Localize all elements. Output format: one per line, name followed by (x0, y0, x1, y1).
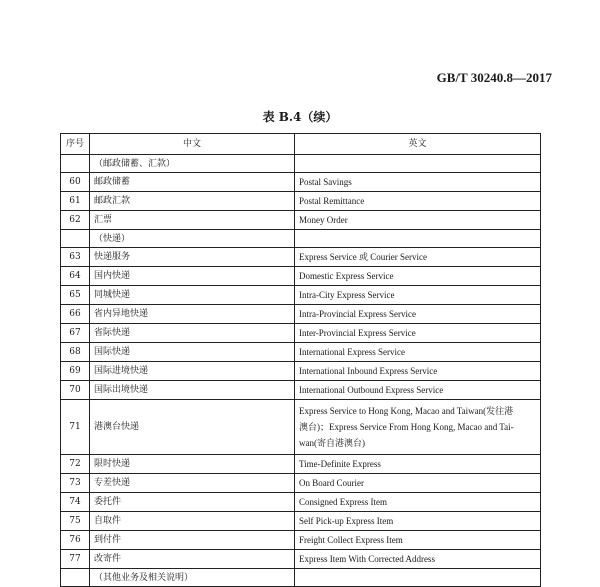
row-zh: 国际出境快递 (90, 381, 295, 400)
row-no: 64 (61, 267, 90, 286)
row-no: 65 (61, 286, 90, 305)
column-header-en: 英文 (295, 134, 541, 155)
row-zh: 国际快递 (90, 343, 295, 362)
column-header-zh: 中文 (90, 134, 295, 155)
row-no (61, 569, 90, 587)
table-row (61, 550, 541, 569)
row-zh: 同城快递 (90, 286, 295, 305)
row-zh: 委托件 (90, 493, 295, 512)
row-no: 61 (61, 192, 90, 211)
row-en: Express Service 或 Courier Service (295, 248, 541, 267)
row-en: International Express Service (295, 343, 541, 362)
row-no: 77 (61, 550, 90, 569)
row-en-line: Express Service to Hong Kong, Macao and Taiwan(发往港 (299, 406, 514, 416)
section-row (61, 569, 541, 587)
row-no: 62 (61, 211, 90, 230)
row-en: Time-Definite Express (295, 455, 541, 474)
table-row (61, 531, 541, 550)
row-no: 73 (61, 474, 90, 493)
row-zh: 改寄件 (90, 550, 295, 569)
row-no (61, 155, 90, 173)
standard-code: GB/T 30240.8—2017 (436, 70, 552, 85)
section-label: （快递） (90, 230, 295, 248)
row-zh: 省际快递 (90, 324, 295, 343)
row-zh: 邮政汇款 (90, 192, 295, 211)
section-row (61, 155, 541, 173)
column-header-no: 序号 (61, 134, 90, 155)
row-en: Intra-Provincial Express Service (295, 305, 541, 324)
row-no: 66 (61, 305, 90, 324)
row-zh: 港澳台快递 (90, 400, 295, 455)
row-en (295, 230, 541, 248)
table-row (61, 381, 541, 400)
section-label: （邮政储蓄、汇款） (90, 155, 295, 173)
row-en (295, 569, 541, 587)
table-caption: 表 B.4（续） (262, 110, 338, 124)
table-row (61, 362, 541, 381)
row-en: Freight Collect Express Item (295, 531, 541, 550)
table-header-row (61, 134, 541, 155)
table-row (61, 512, 541, 531)
row-en: Domestic Express Service (295, 267, 541, 286)
table-row (61, 324, 541, 343)
row-no: 72 (61, 455, 90, 474)
row-no (61, 230, 90, 248)
row-zh: 专差快递 (90, 474, 295, 493)
table-row (61, 267, 541, 286)
table-row (61, 173, 541, 192)
table-row (61, 286, 541, 305)
row-en-line: 澳台)；Express Service From Hong Kong, Macao and Tai- (299, 422, 514, 432)
table-row (61, 493, 541, 512)
row-no: 76 (61, 531, 90, 550)
row-en: Postal Savings (295, 173, 541, 192)
row-no: 60 (61, 173, 90, 192)
row-zh: 快递服务 (90, 248, 295, 267)
row-zh: 国内快递 (90, 267, 295, 286)
row-en: Postal Remittance (295, 192, 541, 211)
table-row (61, 192, 541, 211)
row-zh: 省内异地快递 (90, 305, 295, 324)
row-en: Self Pick-up Express Item (295, 512, 541, 531)
row-zh: 邮政储蓄 (90, 173, 295, 192)
row-en: International Outbound Express Service (295, 381, 541, 400)
table-row (61, 248, 541, 267)
row-zh: 汇票 (90, 211, 295, 230)
row-en-line: wan(寄自港澳台) (299, 438, 365, 448)
table-row (61, 474, 541, 493)
row-no: 69 (61, 362, 90, 381)
table-row (61, 305, 541, 324)
section-row (61, 230, 541, 248)
row-en: Express Item With Corrected Address (295, 550, 541, 569)
row-en: On Board Courier (295, 474, 541, 493)
row-no: 75 (61, 512, 90, 531)
row-zh: 自取件 (90, 512, 295, 531)
terminology-table (60, 133, 541, 587)
row-zh: 国际进境快递 (90, 362, 295, 381)
table-row (61, 455, 541, 474)
table-row (61, 211, 541, 230)
row-en: Consigned Express Item (295, 493, 541, 512)
row-no: 74 (61, 493, 90, 512)
row-en: International Inbound Express Service (295, 362, 541, 381)
row-no: 70 (61, 381, 90, 400)
row-en (295, 400, 541, 455)
row-no: 63 (61, 248, 90, 267)
row-en: Intra-City Express Service (295, 286, 541, 305)
row-en: Money Order (295, 211, 541, 230)
table-row (61, 343, 541, 362)
row-zh: 到付件 (90, 531, 295, 550)
row-en (295, 155, 541, 173)
row-no: 71 (61, 400, 90, 455)
row-no: 67 (61, 324, 90, 343)
section-label: （其他业务及相关说明） (90, 569, 295, 587)
row-no: 68 (61, 343, 90, 362)
row-en: Inter-Provincial Express Service (295, 324, 541, 343)
row-zh: 限时快递 (90, 455, 295, 474)
table-row (61, 400, 541, 455)
